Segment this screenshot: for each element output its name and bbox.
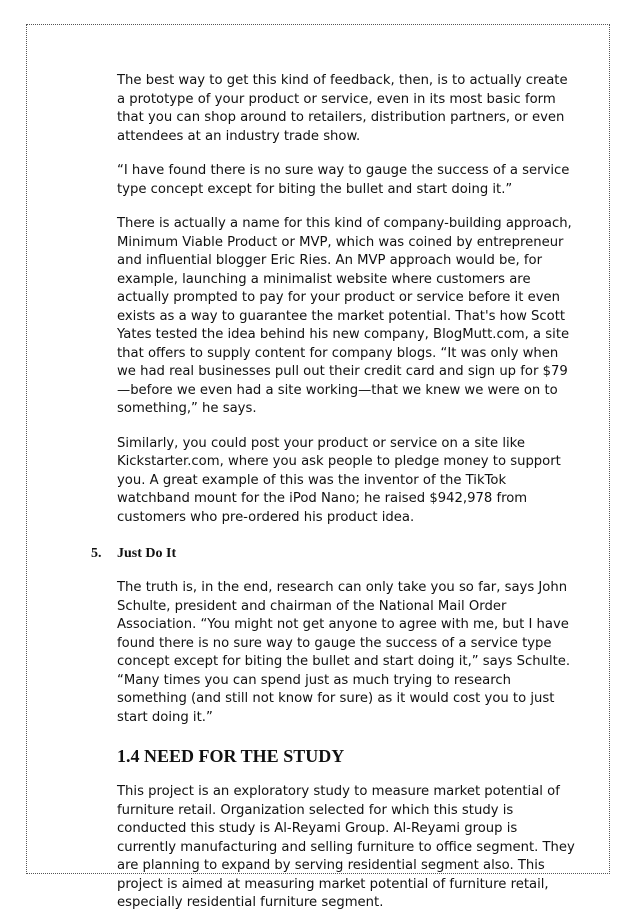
paragraph-prototype: The best way to get this kind of feedback, then, is to actually create a prototype of your product or service, even in its most basic form that you can shop around to retailers, distribution partners, or even attendees at an industry trade show. — [117, 73, 568, 144]
document-body — [91, 72, 575, 913]
item-5-heading — [91, 545, 575, 563]
paragraph-quote: “I have found there is no sure way to gauge the success of a service type concept except for biting the bullet and start doing it.” — [117, 163, 570, 197]
item-5-title: Just Do It — [117, 546, 177, 561]
section-heading: 1.4 NEED FOR THE STUDY — [117, 746, 345, 766]
paragraph-need-for-study: This project is an exploratory study to measure market potential of furniture retail. Organization selected for which this study is conducted this study is Al-Reyami Group. Al-Reyami group is currently manufacturing and selling furniture to office segment. They are planning to expand by serving residential segment also. This project is aimed at measuring market potential of furniture retail, especially residential furniture segment. — [117, 784, 575, 910]
paragraph-kickstarter: Similarly, you could post your product or service on a site like Kickstarter.com, where you ask people to pledge money to support you. A great example of this was the inventor of the TikTok watchband mount for the iPod Nano; he raised $942,978 from customers who pre-ordered his product idea. — [117, 435, 561, 525]
paragraph-just-do-it: The truth is, in the end, research can only take you so far, says John Schulte, president and chairman of the National Mail Order Association. “You might not get anyone to agree with me, but I have found there is no sure way to gauge the success of a service type concept except for biting the bullet and start doing it,” says Schulte. “Many times you can spend just as much trying to research something (and still not know for sure) as it would cost you to just start doing it.” — [117, 580, 571, 725]
paragraph-mvp: There is actually a name for this kind of company-building approach, Minimum Viable Product or MVP, which was coined by entrepreneur and influential blogger Eric Ries. An MVP approach would be, for example, launching a minimalist website where customers are actually prompted to pay for your product or service before it even exists as a way to guarantee the market potential. That's how Scott Yates tested the idea behind his new company, BlogMutt.com, a site that offers to supply content for company blogs. “It was only when we had real businesses pull out their credit card and sign up for $79—before we even had a site working—that we knew we were on to something,” he says. — [117, 216, 572, 416]
item-5-number: 5. — [91, 546, 102, 561]
